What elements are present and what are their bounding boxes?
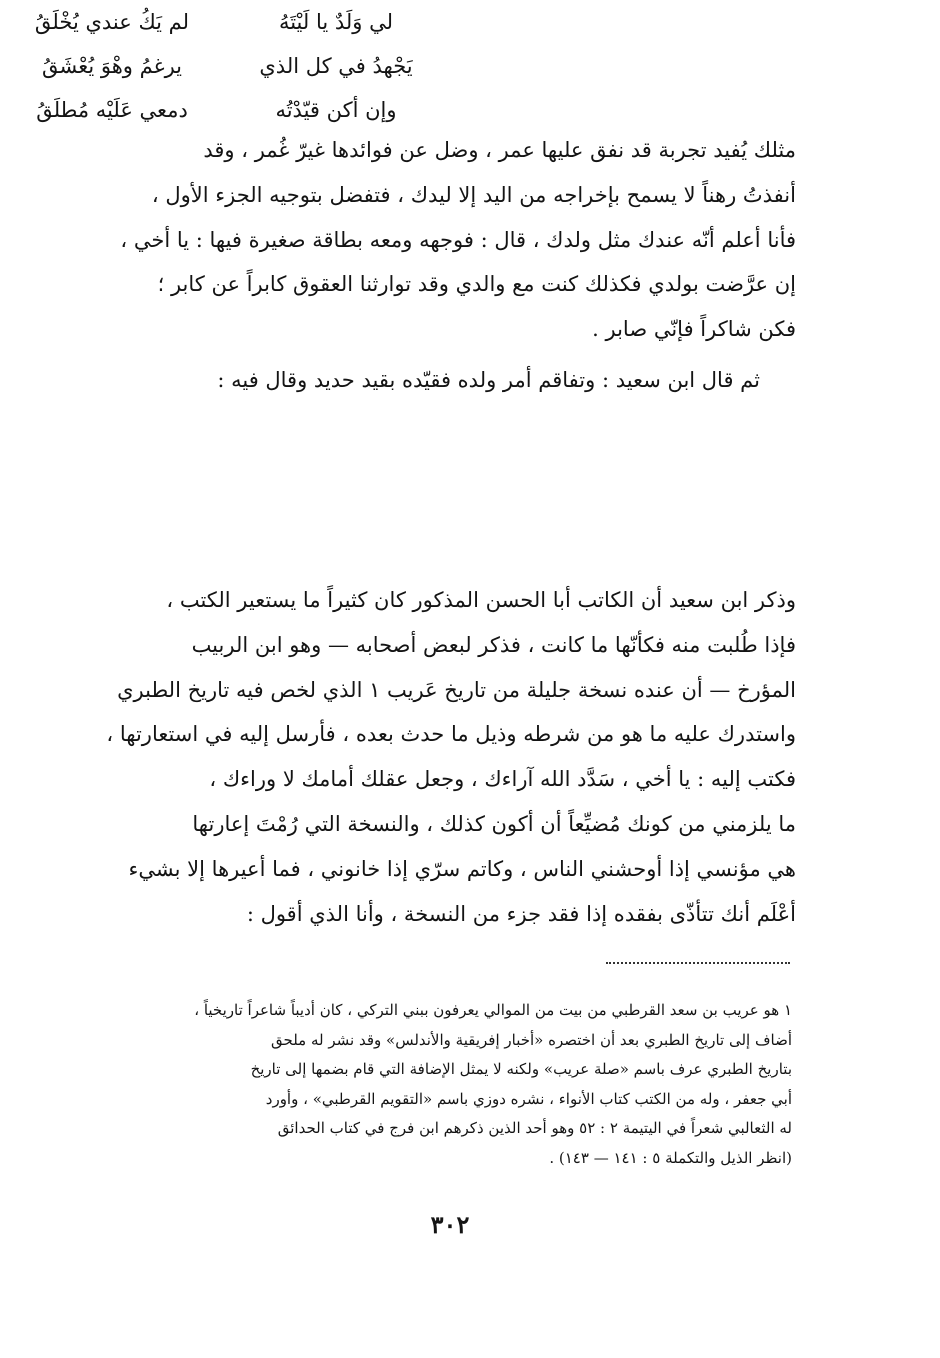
footnote (160, 996, 792, 1173)
text-line: مثلك يُفيد تجربة قد نفق عليها عمر ، وضل عن فوائدها غيرّ غُمر ، وقد (203, 138, 796, 162)
text-line: وذكر ابن سعيد أن الكاتب أبا الحسن المذكور كان كثيراً ما يستعير الكتب ، (166, 588, 796, 612)
footnote-line: له الثعالبي شعراً في اليتيمة ٢ : ٥٢ وهو أحد الذين ذكرهم ابن فرج في كتاب الحدائق (277, 1119, 792, 1137)
footnote-line: ١ هو عريب بن سعد القرطبي من بيت من الموالي يعرفون ببني التركي ، كان أديباً شاعراً تاريخياً ، (194, 1001, 792, 1019)
page-number: ٣٠٢ (430, 1210, 470, 1239)
text-line: فإذا طُلبت منه فكأنّها ما كانت ، فذكر لبعض أصحابه — وهو ابن الربيب (191, 632, 796, 657)
text-line: إن عرَّضت بولدي فكذلك كنت مع والدي وقد توارثنا العقوق كابراً عن كابر ؛ (157, 272, 796, 297)
poem-intro (200, 358, 760, 402)
text-line: فأنا أعلم أنّه عندك مثل ولدك ، قال : فوجهه ومعه بطاقة صغيرة فيها : يا أخي ، (120, 227, 796, 252)
text-line: فكتب إليه : يا أخي ، سَدَّد الله آراءك ، وجعل عقلك أمامك لا وراءك ، (209, 767, 796, 792)
text-line: أعْلَم أنك تتأذّى بفقده إذا فقد جزء من النسخة ، وأنا الذي أقول : (246, 901, 796, 926)
text-line: ثم قال ابن سعيد : وتفاقم أمر ولده فقيّده بقيد حديد وقال فيه : (217, 368, 760, 392)
footnote-line: أضاف إلى تاريخ الطبري بعد أن اختصره «أخبار إفريقية والأندلس» وقد نشر له ملحق (271, 1030, 792, 1049)
poem-verse (0, 44, 448, 88)
poem-verse (0, 0, 448, 44)
text-line: ما يلزمني من كونك مُضيِّعاً أن أكون كذلك ، والنسخة التي رُمْتَ إعارتها (192, 811, 796, 836)
verse-second-half: يرغمُ وهْوَ يُعْشَقُ (41, 54, 183, 78)
paragraph-2 (106, 578, 796, 936)
verse-first-half: وإن أكن قيّدْتُه (275, 98, 397, 122)
text-line: هي مؤنسي إذا أوحشني الناس ، وكاتم سرّي إذا خانوني ، فما أعيرها إلا بشيء (128, 856, 796, 881)
verse-first-half: يَجْهدُ في كل الذي (259, 54, 413, 78)
paragraph-1 (120, 128, 796, 352)
footnote-line: (انظر الذيل والتكملة ٥ : ١٤١ — ١٤٣) . (549, 1148, 792, 1167)
verse-first-half: لي وَلَدٌ يا لَيْتَهُ (278, 10, 394, 34)
poem (0, 0, 448, 132)
poem-verse (0, 88, 448, 132)
text-line: المؤرخ — أن عنده نسخة جليلة من تاريخ عَريب ١ الذي لخص فيه تاريخ الطبري (117, 677, 796, 702)
verse-second-half: دمعي عَلَيْه مُطلَقُ (36, 98, 188, 122)
text-line: أنفذتُ رهناً لا يسمح بإخراجه من اليد إلا ليدك ، فتفضل بتوجيه الجزء الأول ، (151, 182, 796, 207)
verse-second-half: لم يَكُ عندي يُخْلَقُ (34, 10, 190, 34)
footnote-line: أبي جعفر ، وله من الكتب كتاب الأنواء ، نشره دوزي باسم «التقويم القرطبي» ، وأورد (265, 1089, 792, 1108)
footnote-divider (606, 962, 790, 964)
text-line: واستدرك عليه ما هو من شرطه وذيل ما حدث بعده ، فأرسل إليه في استعارتها ، (106, 722, 796, 747)
footnote-line: بتاريخ الطبري عرف باسم «صلة عريب» ولكنه لا يمثل الإضافة التي قام بضمها إلى تاريخ (250, 1060, 792, 1078)
text-line: فكن شاكراً فإنّي صابر . (592, 317, 796, 342)
